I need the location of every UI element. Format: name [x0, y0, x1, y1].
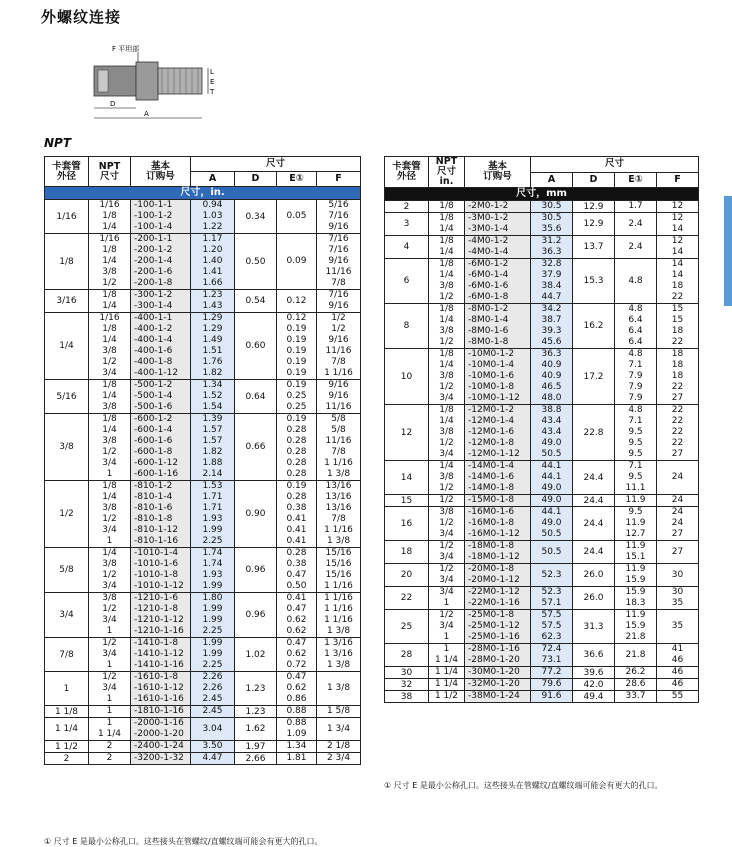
npt-cell: 2: [89, 753, 131, 765]
table-row: [45, 718, 361, 741]
dim-a-cell: 2.26 2.26 2.45: [191, 672, 235, 706]
dim-f-cell: 12: [657, 201, 699, 213]
svg-text:L: L: [210, 68, 214, 76]
header-tube-od: 卡套管 外径: [385, 157, 429, 188]
tube-od-cell: 12: [385, 405, 429, 461]
dim-e-cell: 4.8: [615, 259, 657, 304]
npt-cell: 3/8 1/2 3/4: [429, 507, 465, 541]
dim-e-cell: 1.81: [277, 753, 317, 765]
tube-od-cell: 1/4: [45, 313, 89, 380]
part-number-cell: -2000-1-16 -2000-1-20: [131, 718, 191, 741]
dim-d-cell: 0.66: [235, 414, 277, 481]
dim-d-cell: 2.66: [235, 753, 277, 765]
header-npt: NPT 尺寸 in.: [429, 157, 465, 188]
dim-d-cell: 24.4: [573, 541, 615, 564]
tube-od-cell: 15: [385, 495, 429, 507]
npt-cell: 1/8 1/4: [429, 236, 465, 259]
dim-e-cell: 0.05: [277, 200, 317, 234]
part-number-cell: -300-1-2 -300-1-4: [131, 290, 191, 313]
dim-a-cell: 1.99 1.99 2.25: [191, 638, 235, 672]
dim-e-cell: 15.9 18.3: [615, 587, 657, 610]
dim-e-cell: 0.12: [277, 290, 317, 313]
dim-d-cell: 1.23: [235, 672, 277, 706]
npt-cell: 1/8 1/4 3/8 1/2 3/4 1: [89, 481, 131, 548]
dim-f-cell: 5/16 7/16 9/16: [317, 200, 361, 234]
dim-a-cell: 52.3 57.1: [531, 587, 573, 610]
dim-d-cell: 36.6: [573, 644, 615, 667]
dim-a-cell: 4.47: [191, 753, 235, 765]
dim-e-cell: 0.41 0.47 0.62 0.62: [277, 593, 317, 638]
dim-a-cell: 91.6: [531, 691, 573, 703]
tube-od-cell: 1 1/4: [45, 718, 89, 741]
npt-cell: 1/8: [429, 201, 465, 213]
table-row: [385, 259, 699, 304]
part-number-cell: -400-1-1 -400-1-2 -400-1-4 -400-1-6 -400-1-8 -400-1-12: [131, 313, 191, 380]
dim-f-cell: 5/8 5/8 11/16 7/8 1 1/16 1 3/8: [317, 414, 361, 481]
dim-f-cell: 1/2 1/2 9/16 11/16 7/8 1 1/16: [317, 313, 361, 380]
unit-bar-mm: 尺寸，mm: [385, 188, 699, 201]
dim-d-cell: 24.4: [573, 461, 615, 495]
side-tab: [724, 196, 732, 306]
header-tube-od: 卡套管 外径: [45, 157, 89, 187]
dim-a-cell: 1.29 1.29 1.49 1.51 1.76 1.82: [191, 313, 235, 380]
tube-od-cell: 1 1/8: [45, 706, 89, 718]
footnote-left: ① 尺寸 E 是最小公称孔口。这些接头在管螺纹/直螺纹端可能会有更大的孔口。: [44, 837, 323, 846]
dim-a-cell: 49.0: [531, 495, 573, 507]
table-row: [385, 691, 699, 703]
tube-od-cell: 3/16: [45, 290, 89, 313]
dim-d-cell: 0.90: [235, 481, 277, 548]
dim-a-cell: 38.8 43.4 43.4 49.0 50.5: [531, 405, 573, 461]
part-number-cell: -2M0-1-2: [465, 201, 531, 213]
npt-cell: 1/2 3/4 1: [89, 672, 131, 706]
dim-e-cell: 11.9 15.1: [615, 541, 657, 564]
dim-f-cell: 46: [657, 667, 699, 679]
table-row: [45, 234, 361, 290]
part-number-cell: -200-1-1 -200-1-2 -200-1-4 -200-1-6 -200-1-8: [131, 234, 191, 290]
f-flat-label: F 平坦部: [112, 45, 140, 53]
svg-text:E: E: [210, 78, 215, 86]
part-number-cell: -600-1-2 -600-1-4 -600-1-6 -600-1-8 -600-1-12 -600-1-16: [131, 414, 191, 481]
tube-od-cell: 38: [385, 691, 429, 703]
dim-d-cell: 22.8: [573, 405, 615, 461]
dim-f-cell: 24: [657, 461, 699, 495]
npt-cell: 1/8 1/4: [89, 290, 131, 313]
part-number-cell: -4M0-1-2 -4M0-1-4: [465, 236, 531, 259]
part-number-cell: -10M0-1-2 -10M0-1-4 -10M0-1-6 -10M0-1-8 -10M0-1-12: [465, 349, 531, 405]
dim-a-cell: 3.04: [191, 718, 235, 741]
table-row: [385, 495, 699, 507]
table-row: [45, 593, 361, 638]
tube-od-cell: 3/8: [45, 414, 89, 481]
dim-a-cell: 1.80 1.99 1.99 2.25: [191, 593, 235, 638]
table-row: [385, 610, 699, 644]
tube-od-cell: 32: [385, 679, 429, 691]
dim-a-cell: 1.23 1.43: [191, 290, 235, 313]
dim-f-cell: 2 3/4: [317, 753, 361, 765]
part-number-cell: -1810-1-16: [131, 706, 191, 718]
npt-cell: 1/4 3/8 1/2: [429, 461, 465, 495]
part-number-cell: -3200-1-32: [131, 753, 191, 765]
tube-od-cell: 8: [385, 304, 429, 349]
section-label: NPT: [44, 136, 72, 150]
table-row: [385, 587, 699, 610]
npt-cell: 1: [89, 706, 131, 718]
table-row: [45, 672, 361, 706]
tube-od-cell: 5/16: [45, 380, 89, 414]
header-f: F: [657, 172, 699, 188]
dim-d-cell: 0.96: [235, 593, 277, 638]
tube-od-cell: 4: [385, 236, 429, 259]
dim-d-cell: 0.50: [235, 234, 277, 290]
part-number-cell: -2400-1-24: [131, 741, 191, 753]
part-number-cell: -32M0-1-20: [465, 679, 531, 691]
dim-d-cell: 1.62: [235, 718, 277, 741]
dim-f-cell: 15/16 15/16 15/16 1 1/16: [317, 548, 361, 593]
svg-text:D: D: [110, 100, 116, 108]
npt-cell: 2: [89, 741, 131, 753]
dim-e-cell: 0.88 1.09: [277, 718, 317, 741]
table-row: [45, 481, 361, 548]
header-e: E①: [615, 172, 657, 188]
part-number-cell: -15M0-1-8: [465, 495, 531, 507]
tube-od-cell: 6: [385, 259, 429, 304]
header-npt: NPT 尺寸: [89, 157, 131, 187]
table-row: [385, 213, 699, 236]
dim-a-cell: 0.94 1.03 1.22: [191, 200, 235, 234]
header-a: A: [531, 172, 573, 188]
part-number-cell: -100-1-1 -100-1-2 -100-1-4: [131, 200, 191, 234]
part-number-cell: -810-1-2 -810-1-4 -810-1-6 -810-1-8 -810-1-12 -810-1-16: [131, 481, 191, 548]
npt-cell: 1 1/2: [429, 691, 465, 703]
dim-a-cell: 1.74 1.74 1.93 1.99: [191, 548, 235, 593]
header-part: 基本 订购号: [131, 157, 191, 187]
npt-cell: 1/16 1/8 1/4: [89, 200, 131, 234]
dim-f-cell: 18 18 18 22 27: [657, 349, 699, 405]
table-row: [45, 380, 361, 414]
table-row: [385, 667, 699, 679]
part-number-cell: -3M0-1-2 -3M0-1-4: [465, 213, 531, 236]
part-number-cell: -1610-1-8 -1610-1-12 -1610-1-16: [131, 672, 191, 706]
dim-e-cell: 11.9 15.9 21.8: [615, 610, 657, 644]
dim-f-cell: 7/16 7/16 9/16 11/16 7/8: [317, 234, 361, 290]
tube-od-cell: 1: [45, 672, 89, 706]
tube-od-cell: 1 1/2: [45, 741, 89, 753]
dim-f-cell: 15 15 18 22: [657, 304, 699, 349]
dim-a-cell: 1.53 1.71 1.71 1.93 1.99 2.25: [191, 481, 235, 548]
dim-d-cell: 0.60: [235, 313, 277, 380]
dim-d-cell: 26.0: [573, 587, 615, 610]
dim-e-cell: 33.7: [615, 691, 657, 703]
tube-od-cell: 25: [385, 610, 429, 644]
dim-e-cell: 7.1 9.5 11.1: [615, 461, 657, 495]
npt-cell: 1/2: [429, 495, 465, 507]
dim-a-cell: 1.39 1.57 1.57 1.82 1.88 2.14: [191, 414, 235, 481]
table-row: [385, 304, 699, 349]
dim-d-cell: 15.3: [573, 259, 615, 304]
dim-a-cell: 50.5: [531, 541, 573, 564]
table-row: [385, 405, 699, 461]
dim-e-cell: 0.47 0.62 0.72: [277, 638, 317, 672]
dim-a-cell: 44.1 49.0 50.5: [531, 507, 573, 541]
part-number-cell: -14M0-1-4 -14M0-1-6 -14M0-1-8: [465, 461, 531, 495]
dim-d-cell: 0.64: [235, 380, 277, 414]
tube-od-cell: 16: [385, 507, 429, 541]
tube-od-cell: 30: [385, 667, 429, 679]
dim-e-cell: 0.19 0.25 0.25: [277, 380, 317, 414]
table-row: [45, 706, 361, 718]
table-row: [385, 644, 699, 667]
dim-f-cell: 35: [657, 610, 699, 644]
dim-a-cell: 30.5: [531, 201, 573, 213]
header-part: 基本 订购号: [465, 157, 531, 188]
dim-e-cell: 28.6: [615, 679, 657, 691]
dim-f-cell: 41 46: [657, 644, 699, 667]
dim-f-cell: 12 14: [657, 236, 699, 259]
tube-od-cell: 22: [385, 587, 429, 610]
npt-cell: 1/2 3/4: [429, 541, 465, 564]
dim-e-cell: 0.09: [277, 234, 317, 290]
fitting-diagram: [84, 44, 224, 124]
dim-f-cell: 30: [657, 564, 699, 587]
table-row: [385, 679, 699, 691]
dim-e-cell: 11.9 15.9: [615, 564, 657, 587]
table-row: [385, 564, 699, 587]
dim-f-cell: 12 14: [657, 213, 699, 236]
table-row: [45, 548, 361, 593]
dim-d-cell: 1.23: [235, 706, 277, 718]
dim-e-cell: 1.34: [277, 741, 317, 753]
dim-f-cell: 55: [657, 691, 699, 703]
dim-e-cell: 2.4: [615, 236, 657, 259]
dim-a-cell: 1.34 1.52 1.54: [191, 380, 235, 414]
tube-od-cell: 3/4: [45, 593, 89, 638]
npt-cell: 1/8 1/4 3/8 1/2: [429, 304, 465, 349]
dim-e-cell: 1.7: [615, 201, 657, 213]
table-row: [385, 541, 699, 564]
dim-e-cell: 4.8 7.1 7.9 7.9 7.9: [615, 349, 657, 405]
dim-d-cell: 17.2: [573, 349, 615, 405]
table-row: [45, 290, 361, 313]
dim-a-cell: 36.3 40.9 40.9 46.5 48.0: [531, 349, 573, 405]
part-number-cell: -12M0-1-2 -12M0-1-4 -12M0-1-6 -12M0-1-8 -12M0-1-12: [465, 405, 531, 461]
dim-f-cell: 22 22 22 22 27: [657, 405, 699, 461]
header-d: D: [573, 172, 615, 188]
tube-od-cell: 10: [385, 349, 429, 405]
npt-cell: 1 1/4: [429, 679, 465, 691]
tube-od-cell: 28: [385, 644, 429, 667]
dim-a-cell: 30.5 35.6: [531, 213, 573, 236]
npt-cell: 3/4 1: [429, 587, 465, 610]
table-row: [385, 236, 699, 259]
dim-d-cell: 26.0: [573, 564, 615, 587]
dim-a-cell: 44.1 44.1 49.0: [531, 461, 573, 495]
part-number-cell: -16M0-1-6 -16M0-1-8 -16M0-1-12: [465, 507, 531, 541]
header-f: F: [317, 172, 361, 187]
dim-f-cell: 7/16 9/16: [317, 290, 361, 313]
dim-d-cell: 49.4: [573, 691, 615, 703]
part-number-cell: -22M0-1-12 -22M0-1-16: [465, 587, 531, 610]
tube-od-cell: 5/8: [45, 548, 89, 593]
dim-e-cell: 0.19 0.28 0.38 0.41 0.41 0.41: [277, 481, 317, 548]
dim-e-cell: 4.8 7.1 9.5 9.5 9.5: [615, 405, 657, 461]
header-dims: 尺寸: [531, 157, 699, 173]
part-number-cell: -1010-1-4 -1010-1-6 -1010-1-8 -1010-1-12: [131, 548, 191, 593]
npt-cell: 1/8 1/4 3/8: [89, 380, 131, 414]
dim-d-cell: 12.9: [573, 201, 615, 213]
dim-d-cell: 31.3: [573, 610, 615, 644]
dim-f-cell: 2 1/8: [317, 741, 361, 753]
dim-f-cell: 27: [657, 541, 699, 564]
npt-cell: 1/2 3/4: [429, 564, 465, 587]
dim-f-cell: 1 5/8: [317, 706, 361, 718]
dim-f-cell: 13/16 13/16 13/16 7/8 1 1/16 1 3/8: [317, 481, 361, 548]
table-row: [45, 753, 361, 765]
mm-dimensions-table: [384, 156, 699, 703]
tube-od-cell: 14: [385, 461, 429, 495]
npt-cell: 1/16 1/8 1/4 3/8 1/2: [89, 234, 131, 290]
dim-d-cell: 1.97: [235, 741, 277, 753]
npt-cell: 1/8 1/4 3/8 1/2: [429, 259, 465, 304]
npt-cell: 1/8 1/4 3/8 1/2 3/4: [429, 349, 465, 405]
npt-cell: 1/16 1/8 1/4 3/8 1/2 3/4: [89, 313, 131, 380]
part-number-cell: -38M0-1-24: [465, 691, 531, 703]
dim-e-cell: 2.4: [615, 213, 657, 236]
table-row: [45, 741, 361, 753]
dim-e-cell: 9.5 11.9 12.7: [615, 507, 657, 541]
tube-od-cell: 18: [385, 541, 429, 564]
dim-e-cell: 0.88: [277, 706, 317, 718]
npt-cell: 1 1 1/4: [89, 718, 131, 741]
footnote-right: ① 尺寸 E 是最小公称孔口。这些接头在管螺纹/直螺纹端可能会有更大的孔口。: [384, 781, 663, 790]
dim-e-cell: 0.47 0.62 0.86: [277, 672, 317, 706]
part-number-cell: -1210-1-6 -1210-1-8 -1210-1-12 -1210-1-16: [131, 593, 191, 638]
header-dims: 尺寸: [191, 157, 361, 172]
dim-d-cell: 24.4: [573, 507, 615, 541]
dim-a-cell: 2.45: [191, 706, 235, 718]
dim-e-cell: 26.2: [615, 667, 657, 679]
dim-f-cell: 9/16 9/16 11/16: [317, 380, 361, 414]
dim-f-cell: 14 14 18 22: [657, 259, 699, 304]
dim-a-cell: 31.2 36.3: [531, 236, 573, 259]
dim-e-cell: 0.28 0.38 0.47 0.50: [277, 548, 317, 593]
part-number-cell: -1410-1-8 -1410-1-12 -1410-1-16: [131, 638, 191, 672]
dim-f-cell: 1 3/4: [317, 718, 361, 741]
npt-cell: 1/2 3/4 1: [429, 610, 465, 644]
npt-cell: 3/8 1/2 3/4 1: [89, 593, 131, 638]
dim-f-cell: 24 24 27: [657, 507, 699, 541]
dim-e-cell: 0.19 0.28 0.28 0.28 0.28 0.28: [277, 414, 317, 481]
tube-od-cell: 1/8: [45, 234, 89, 290]
unit-bar-in: 尺寸，in.: [45, 187, 361, 200]
dim-f-cell: 46: [657, 679, 699, 691]
dim-a-cell: 52.3: [531, 564, 573, 587]
npt-cell: 1 1/4: [429, 667, 465, 679]
table-row: [45, 638, 361, 672]
part-number-cell: -25M0-1-8 -25M0-1-12 -25M0-1-16: [465, 610, 531, 644]
svg-text:A: A: [144, 110, 149, 118]
table-row: [45, 313, 361, 380]
dim-e-cell: 4.8 6.4 6.4 6.4: [615, 304, 657, 349]
tube-od-cell: 3: [385, 213, 429, 236]
dim-a-cell: 72.4 73.1: [531, 644, 573, 667]
part-number-cell: -30M0-1-20: [465, 667, 531, 679]
dim-d-cell: 24.4: [573, 495, 615, 507]
header-a: A: [191, 172, 235, 187]
tube-od-cell: 2: [385, 201, 429, 213]
dim-f-cell: 1 1/16 1 1/16 1 1/16 1 3/8: [317, 593, 361, 638]
svg-text:T: T: [210, 88, 215, 96]
table-row: [45, 414, 361, 481]
dim-a-cell: 57.5 57.5 62.3: [531, 610, 573, 644]
tube-od-cell: 20: [385, 564, 429, 587]
dim-f-cell: 30 35: [657, 587, 699, 610]
npt-cell: 1/8 1/4: [429, 213, 465, 236]
npt-cell: 1/2 3/4 1: [89, 638, 131, 672]
header-e: E①: [277, 172, 317, 187]
dim-f-cell: 24: [657, 495, 699, 507]
dim-d-cell: 0.54: [235, 290, 277, 313]
part-number-cell: -6M0-1-2 -6M0-1-4 -6M0-1-6 -6M0-1-8: [465, 259, 531, 304]
table-row: [45, 200, 361, 234]
tube-od-cell: 2: [45, 753, 89, 765]
page-title: 外螺纹连接: [41, 8, 122, 26]
npt-cell: 1 1 1/4: [429, 644, 465, 667]
dim-d-cell: 13.7: [573, 236, 615, 259]
tube-od-cell: 1/2: [45, 481, 89, 548]
dim-a-cell: 79.6: [531, 679, 573, 691]
dim-f-cell: 1 3/8: [317, 672, 361, 706]
dim-e-cell: 0.12 0.19 0.19 0.19 0.19 0.19: [277, 313, 317, 380]
dim-a-cell: 32.8 37.9 38.4 44.7: [531, 259, 573, 304]
dim-d-cell: 12.9: [573, 213, 615, 236]
npt-cell: 1/8 1/4 3/8 1/2 3/4 1: [89, 414, 131, 481]
dim-e-cell: 21.8: [615, 644, 657, 667]
dim-d-cell: 1.02: [235, 638, 277, 672]
part-number-cell: -18M0-1-8 -18M0-1-12: [465, 541, 531, 564]
dim-a-cell: 1.17 1.20 1.40 1.41 1.66: [191, 234, 235, 290]
dim-e-cell: 11.9: [615, 495, 657, 507]
dim-d-cell: 0.96: [235, 548, 277, 593]
dim-a-cell: 3.50: [191, 741, 235, 753]
table-row: [385, 507, 699, 541]
inch-dimensions-table: [44, 156, 361, 765]
table-row: [385, 461, 699, 495]
dim-a-cell: 34.2 38.7 39.3 45.6: [531, 304, 573, 349]
tube-od-cell: 7/8: [45, 638, 89, 672]
table-row: [385, 349, 699, 405]
part-number-cell: -500-1-2 -500-1-4 -500-1-6: [131, 380, 191, 414]
header-d: D: [235, 172, 277, 187]
dim-d-cell: 42.0: [573, 679, 615, 691]
part-number-cell: -20M0-1-8 -20M0-1-12: [465, 564, 531, 587]
dim-d-cell: 0.34: [235, 200, 277, 234]
dim-f-cell: 1 3/16 1 3/16 1 3/8: [317, 638, 361, 672]
dim-d-cell: 39.6: [573, 667, 615, 679]
part-number-cell: -8M0-1-2 -8M0-1-4 -8M0-1-6 -8M0-1-8: [465, 304, 531, 349]
tube-od-cell: 1/16: [45, 200, 89, 234]
dim-d-cell: 16.2: [573, 304, 615, 349]
npt-cell: 1/8 1/4 3/8 1/2 3/4: [429, 405, 465, 461]
dim-a-cell: 77.2: [531, 667, 573, 679]
table-row: [385, 201, 699, 213]
npt-cell: 1/4 3/8 1/2 3/4: [89, 548, 131, 593]
part-number-cell: -28M0-1-16 -28M0-1-20: [465, 644, 531, 667]
